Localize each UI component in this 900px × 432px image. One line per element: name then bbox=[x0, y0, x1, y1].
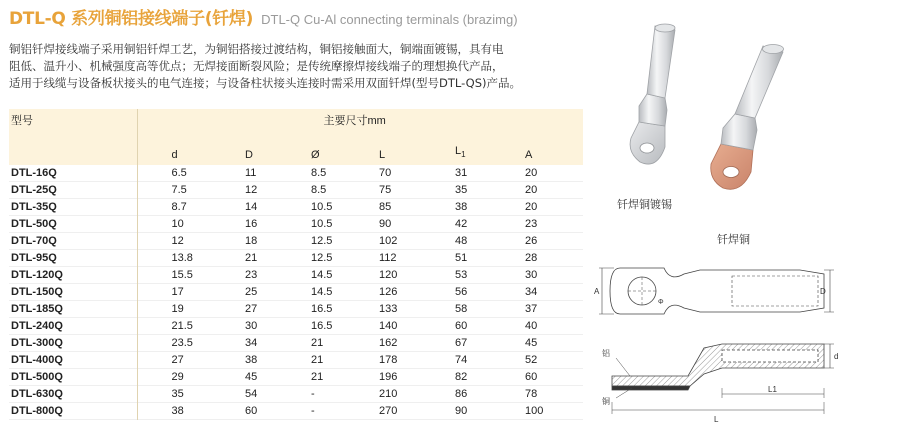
cell-model: DTL-500Q bbox=[11, 371, 63, 383]
label-L1: L1 bbox=[768, 385, 777, 394]
cell-L: 196 bbox=[379, 371, 398, 383]
title-english: DTL-Q Cu-Al connecting terminals (brazimg) bbox=[261, 12, 518, 27]
label-L: L bbox=[714, 415, 719, 424]
cell-D: 12 bbox=[245, 184, 258, 196]
cell-o: - bbox=[311, 405, 315, 417]
table-row bbox=[9, 386, 583, 403]
cell-model: DTL-630Q bbox=[11, 388, 63, 400]
col-A-header: A bbox=[499, 133, 583, 165]
cell-o: 14.5 bbox=[311, 269, 333, 281]
cell-d: 15.5 bbox=[137, 267, 219, 284]
cell-A: 40 bbox=[525, 320, 538, 332]
cell-d: 8.7 bbox=[137, 199, 219, 216]
title-chinese: DTL-Q 系列铜铝接线端子(钎焊) bbox=[9, 9, 254, 29]
cell-L1: 60 bbox=[455, 320, 468, 332]
cell-d: 29 bbox=[137, 369, 219, 386]
cell-D: 18 bbox=[245, 235, 258, 247]
cell-o: 14.5 bbox=[311, 286, 333, 298]
col-L1-subscript: 1 bbox=[461, 150, 466, 159]
cell-L: 102 bbox=[379, 235, 398, 247]
cell-A: 20 bbox=[525, 167, 538, 179]
label-D: D bbox=[820, 287, 826, 296]
cell-L: 75 bbox=[379, 184, 392, 196]
cell-L: 133 bbox=[379, 303, 398, 315]
terminal-photo bbox=[605, 2, 805, 212]
cell-D: 14 bbox=[245, 201, 258, 213]
cell-model: DTL-70Q bbox=[11, 235, 57, 247]
cell-model: DTL-400Q bbox=[11, 354, 63, 366]
label-aluminum: 铝 bbox=[602, 349, 610, 358]
cell-d: 10 bbox=[137, 216, 219, 233]
cell-o: 21 bbox=[311, 337, 324, 349]
dimension-group-header: 主要尺寸mm bbox=[137, 109, 583, 133]
col-L1-label: L bbox=[455, 144, 462, 157]
table-row bbox=[9, 216, 583, 233]
cell-A: 45 bbox=[525, 337, 538, 349]
cell-D: 30 bbox=[245, 320, 258, 332]
table-row bbox=[9, 233, 583, 250]
cell-model: DTL-25Q bbox=[11, 184, 57, 196]
cell-o: 8.5 bbox=[311, 184, 327, 196]
table-row bbox=[9, 369, 583, 386]
cell-D: 34 bbox=[245, 337, 258, 349]
label-phi: Φ bbox=[658, 299, 664, 306]
cell-L1: 90 bbox=[455, 405, 468, 417]
cell-model: DTL-95Q bbox=[11, 252, 57, 264]
cell-d: 21.5 bbox=[137, 318, 219, 335]
page-title bbox=[9, 4, 518, 28]
cell-A: 20 bbox=[525, 184, 538, 196]
col-phi-header: Ø bbox=[285, 133, 355, 165]
col-d-header: d bbox=[137, 133, 219, 165]
label-A: A bbox=[594, 287, 600, 296]
cell-L1: 86 bbox=[455, 388, 468, 400]
intro-paragraph bbox=[9, 41, 609, 92]
cell-model: DTL-50Q bbox=[11, 218, 57, 230]
cell-A: 60 bbox=[525, 371, 538, 383]
cell-A: 78 bbox=[525, 388, 538, 400]
cell-A: 28 bbox=[525, 252, 538, 264]
cell-d: 12 bbox=[137, 233, 219, 250]
cell-D: 45 bbox=[245, 371, 258, 383]
cell-d: 19 bbox=[137, 301, 219, 318]
intro-line: 铜铝钎焊接线端子采用铜铝钎焊工艺，为铜铝搭接过渡结构，铜铝接触面大，铜端面镀锡，具有电 bbox=[9, 42, 504, 56]
cell-d: 7.5 bbox=[137, 182, 219, 199]
label-d: d bbox=[834, 352, 839, 361]
cell-A: 52 bbox=[525, 354, 538, 366]
table-row bbox=[9, 403, 583, 420]
cell-model: DTL-300Q bbox=[11, 337, 63, 349]
cell-L: 85 bbox=[379, 201, 392, 213]
cell-A: 20 bbox=[525, 201, 538, 213]
cell-o: 16.5 bbox=[311, 303, 333, 315]
cell-L: 140 bbox=[379, 320, 398, 332]
cell-o: 8.5 bbox=[311, 167, 327, 179]
cell-D: 11 bbox=[245, 167, 257, 179]
cell-o: - bbox=[311, 388, 315, 400]
table-row bbox=[9, 318, 583, 335]
cell-d: 13.8 bbox=[137, 250, 219, 267]
cell-D: 38 bbox=[245, 354, 258, 366]
table-header-row bbox=[9, 109, 583, 133]
intro-line: 阻低、温升小、机械强度高等优点；无焊接面断裂风险；是传统摩擦焊接线端子的理想换代产品， bbox=[9, 59, 504, 73]
cell-L: 126 bbox=[379, 286, 398, 298]
table-row bbox=[9, 301, 583, 318]
cell-D: 23 bbox=[245, 269, 258, 281]
cell-A: 34 bbox=[525, 286, 538, 298]
col-L-header: L bbox=[355, 133, 427, 165]
tinned-terminal-image bbox=[630, 24, 675, 164]
cell-o: 10.5 bbox=[311, 201, 333, 213]
cell-D: 21 bbox=[245, 252, 258, 264]
cell-L1: 82 bbox=[455, 371, 468, 383]
cell-L1: 58 bbox=[455, 303, 468, 315]
cell-L1: 67 bbox=[455, 337, 468, 349]
table-row bbox=[9, 352, 583, 369]
table-column-row bbox=[9, 133, 583, 165]
cell-d: 17 bbox=[137, 284, 219, 301]
cell-L: 270 bbox=[379, 405, 398, 417]
cell-o: 12.5 bbox=[311, 252, 333, 264]
caption-copper: 钎焊铜 bbox=[717, 233, 750, 246]
table-row bbox=[9, 335, 583, 352]
table-row bbox=[9, 284, 583, 301]
cell-L: 70 bbox=[379, 167, 392, 179]
cell-model: DTL-150Q bbox=[11, 286, 63, 298]
cell-L1: 74 bbox=[455, 354, 468, 366]
cell-L: 162 bbox=[379, 337, 398, 349]
copper-terminal-image bbox=[711, 45, 784, 190]
table-row bbox=[9, 199, 583, 216]
cell-L1: 53 bbox=[455, 269, 468, 281]
cell-D: 54 bbox=[245, 388, 258, 400]
cell-d: 27 bbox=[137, 352, 219, 369]
cell-o: 10.5 bbox=[311, 218, 333, 230]
cell-L1: 31 bbox=[455, 167, 468, 179]
cell-o: 21 bbox=[311, 354, 324, 366]
cell-A: 37 bbox=[525, 303, 538, 315]
cell-model: DTL-35Q bbox=[11, 201, 57, 213]
cell-model: DTL-185Q bbox=[11, 303, 63, 315]
cell-model: DTL-240Q bbox=[11, 320, 63, 332]
cell-model: DTL-800Q bbox=[11, 405, 63, 417]
cell-d: 6.5 bbox=[137, 165, 219, 182]
cell-L: 120 bbox=[379, 269, 398, 281]
cell-D: 25 bbox=[245, 286, 258, 298]
spec-table bbox=[9, 109, 583, 420]
cell-o: 21 bbox=[311, 371, 324, 383]
cell-o: 16.5 bbox=[311, 320, 333, 332]
cell-L: 210 bbox=[379, 388, 398, 400]
table-row bbox=[9, 250, 583, 267]
technical-drawing bbox=[592, 252, 892, 430]
cell-L: 90 bbox=[379, 218, 392, 230]
cell-d: 38 bbox=[137, 403, 219, 420]
cell-L1: 42 bbox=[455, 218, 468, 230]
table-row bbox=[9, 182, 583, 199]
cell-D: 60 bbox=[245, 405, 258, 417]
cell-model: DTL-16Q bbox=[11, 167, 57, 179]
cell-model: DTL-120Q bbox=[11, 269, 63, 281]
drawing-top-view bbox=[599, 268, 834, 314]
cell-D: 27 bbox=[245, 303, 258, 315]
model-column-spacer bbox=[9, 133, 137, 165]
table-row bbox=[9, 165, 583, 182]
drawing-side-view bbox=[612, 344, 834, 414]
cell-o: 12.5 bbox=[311, 235, 333, 247]
cell-D: 16 bbox=[245, 218, 258, 230]
cell-A: 26 bbox=[525, 235, 538, 247]
cell-L1: 38 bbox=[455, 201, 468, 213]
cell-d: 23.5 bbox=[137, 335, 219, 352]
col-D-header: D bbox=[219, 133, 285, 165]
cell-L1: 35 bbox=[455, 184, 468, 196]
model-header: 型号 bbox=[9, 109, 137, 133]
cell-L1: 56 bbox=[455, 286, 468, 298]
cell-A: 30 bbox=[525, 269, 538, 281]
label-copper: 铜 bbox=[602, 397, 610, 406]
cell-L1: 48 bbox=[455, 235, 468, 247]
cell-A: 100 bbox=[525, 405, 544, 417]
caption-tinned: 钎焊铜镀锡 bbox=[617, 198, 672, 211]
intro-line: 适用于线缆与设备板状接头的电气连接；与设备柱状接头连接时需采用双面钎焊(型号DTL-QS)产品。 bbox=[9, 76, 521, 90]
table-row bbox=[9, 267, 583, 284]
cell-d: 35 bbox=[137, 386, 219, 403]
cell-L: 178 bbox=[379, 354, 398, 366]
col-L1-header bbox=[427, 133, 499, 165]
cell-A: 23 bbox=[525, 218, 538, 230]
cell-L1: 51 bbox=[455, 252, 468, 264]
cell-L: 112 bbox=[379, 252, 397, 264]
